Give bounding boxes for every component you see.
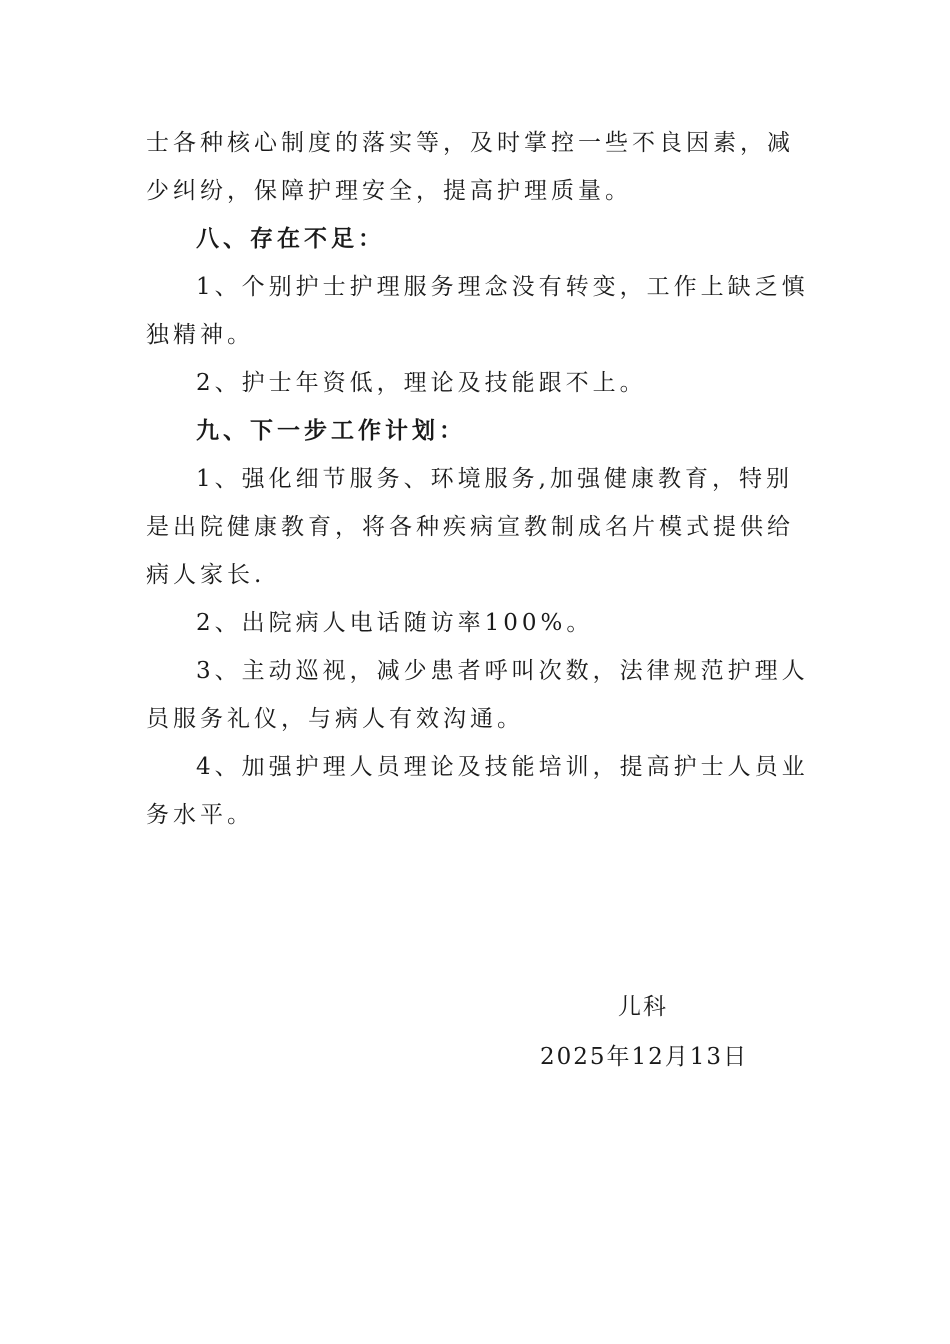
paragraph-continuation: 士各种核心制度的落实等，及时掌控一些不良因素，减少纠纷，保障护理安全，提高护理质量。 <box>146 130 794 204</box>
signature-department: 儿科 <box>618 994 668 1020</box>
shortcoming-item-2: 2、护士年资低，理论及技能跟不上。 <box>196 370 647 396</box>
document-body <box>146 119 810 839</box>
section-heading-shortcomings: 八、存在不足： <box>196 225 385 252</box>
plan-item-4: 4、加强护理人员理论及技能培训，提高护士人员业务水平。 <box>146 754 809 828</box>
shortcoming-item-1: 1、个别护士护理服务理念没有转变，工作上缺乏慎独精神。 <box>146 274 809 348</box>
plan-item-1: 1、强化细节服务、环境服务,加强健康教育，特别是出院健康教育，将各种疾病宣教制成名片模式提供给病人家长. <box>146 466 794 588</box>
plan-item-2: 2、出院病人电话随访率100%。 <box>196 610 594 636</box>
signature-date: 2025年12月13日 <box>540 1044 749 1070</box>
plan-item-3: 3、主动巡视，减少患者呼叫次数，法律规范护理人员服务礼仪，与病人有效沟通。 <box>146 658 809 732</box>
section-heading-next-plan: 九、下一步工作计划： <box>196 417 466 444</box>
